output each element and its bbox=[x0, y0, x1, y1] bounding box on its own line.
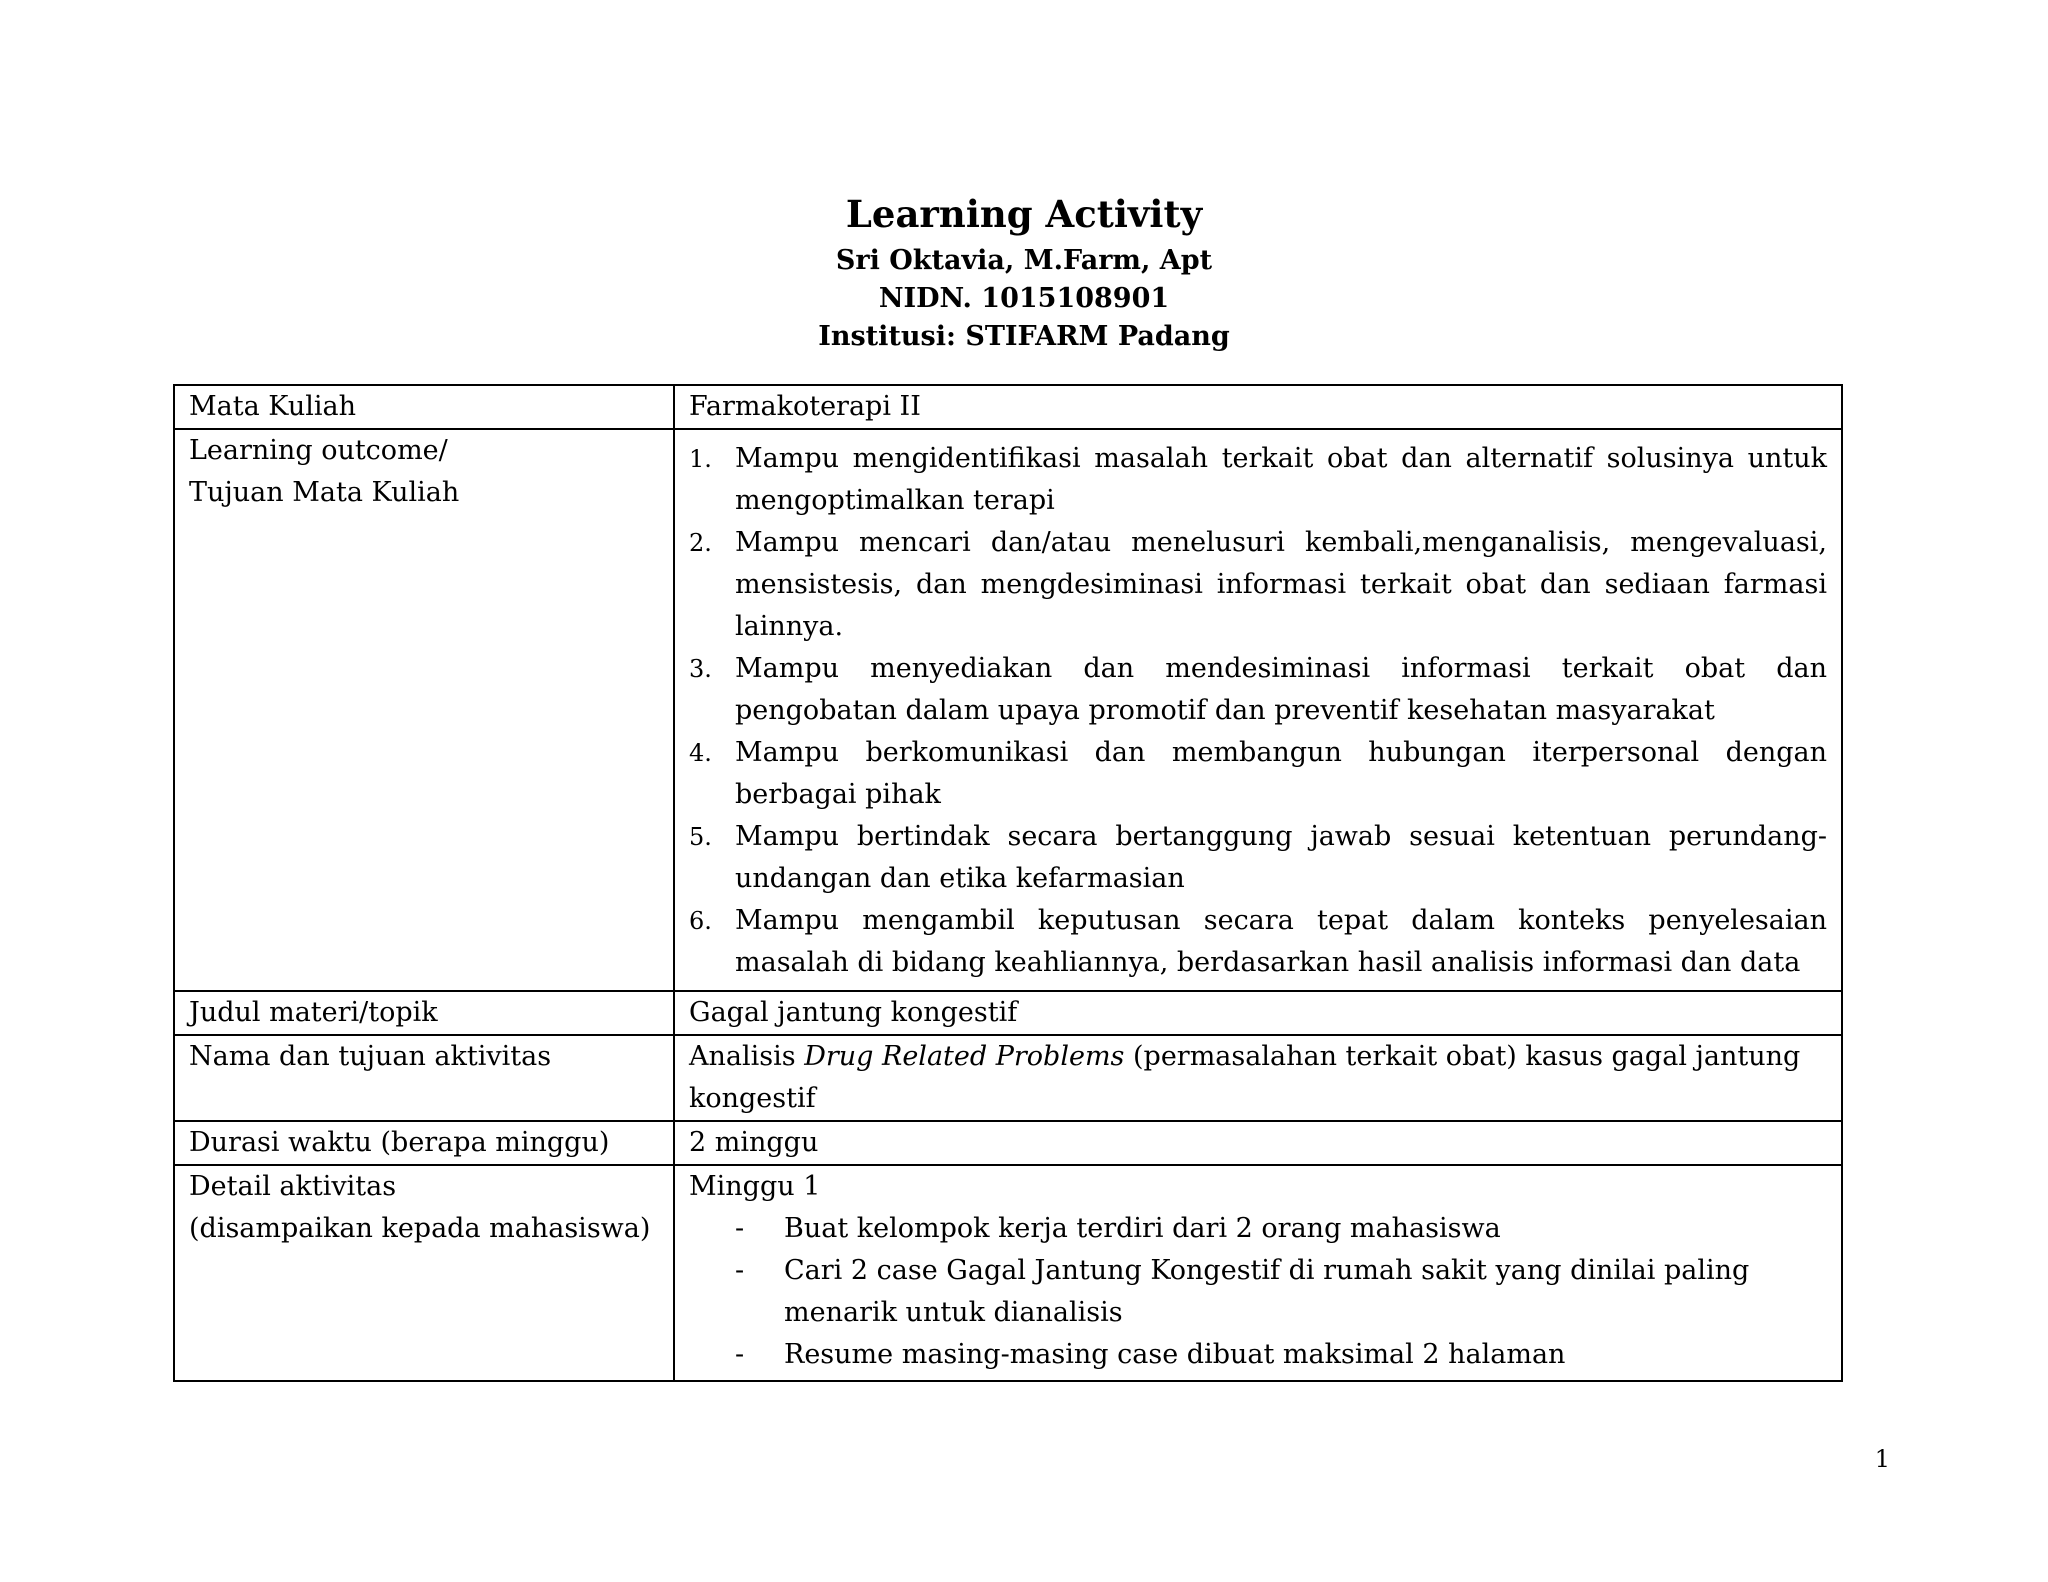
table-row-durasi bbox=[174, 1121, 1842, 1165]
row-label bbox=[174, 429, 674, 991]
row-value bbox=[674, 1035, 1842, 1121]
list-number: 4. bbox=[689, 739, 712, 767]
table-row-judul-materi bbox=[174, 991, 1842, 1035]
document-title: Learning Activity bbox=[845, 192, 1203, 236]
list-text: Mampu berkomunikasi dan membangun hubungan iterpersonal dengan berbagai pihak bbox=[735, 737, 1827, 810]
label-line: Detail aktivitas bbox=[189, 1171, 397, 1202]
author-nidn: NIDN. 1015108901 bbox=[878, 283, 1170, 314]
list-text: Mampu menyediakan dan mendesiminasi informasi terkait obat dan pengobatan dalam upaya promotif dan preventif kesehatan masyarakat bbox=[735, 653, 1827, 726]
dash-bullet: - bbox=[735, 1213, 745, 1244]
row-value bbox=[674, 429, 1842, 991]
dash-bullet: - bbox=[735, 1339, 745, 1370]
list-number: 1. bbox=[689, 445, 712, 473]
list-item bbox=[689, 648, 1827, 732]
list-number: 3. bbox=[689, 655, 712, 683]
list-text: Mampu mengidentifikasi masalah terkait obat dan alternatif solusinya untuk mengoptimalkan terapi bbox=[735, 443, 1827, 516]
week-title: Minggu 1 bbox=[689, 1171, 821, 1202]
list-item bbox=[689, 900, 1827, 984]
list-item bbox=[689, 1334, 1827, 1376]
value-text: Analisis bbox=[689, 1041, 805, 1072]
list-text: Mampu bertindak secara bertanggung jawab sesuai ketentuan perundang-undangan dan etika kefarmasian bbox=[735, 821, 1827, 894]
list-number: 2. bbox=[689, 529, 712, 557]
table-row-learning-outcome bbox=[174, 429, 1842, 991]
label-line: (disampaikan kepada mahasiswa) bbox=[189, 1213, 651, 1244]
row-value: Farmakoterapi II bbox=[674, 385, 1842, 429]
label-line: Tujuan Mata Kuliah bbox=[189, 477, 460, 508]
row-label: Durasi waktu (berapa minggu) bbox=[174, 1121, 674, 1165]
row-value bbox=[674, 1165, 1842, 1381]
list-text: Buat kelompok kerja terdiri dari 2 orang mahasiswa bbox=[784, 1213, 1501, 1244]
table-row-mata-kuliah bbox=[174, 385, 1842, 429]
row-label: Nama dan tujuan aktivitas bbox=[174, 1035, 674, 1121]
institution-name: Institusi: STIFARM Padang bbox=[818, 321, 1230, 352]
list-item bbox=[689, 816, 1827, 900]
activity-list bbox=[689, 1208, 1827, 1376]
table-row-nama-tujuan bbox=[174, 1035, 1842, 1121]
list-item bbox=[689, 438, 1827, 522]
row-label: Judul materi/topik bbox=[174, 991, 674, 1035]
page-number: 1 bbox=[1874, 1445, 1890, 1473]
dash-bullet: - bbox=[735, 1255, 745, 1286]
row-value: 2 minggu bbox=[674, 1121, 1842, 1165]
row-label bbox=[174, 1165, 674, 1381]
label-line: Learning outcome/ bbox=[189, 435, 448, 466]
list-text: Cari 2 case Gagal Jantung Kongestif di rumah sakit yang dinilai paling menarik untuk dianalisis bbox=[784, 1255, 1750, 1328]
list-item bbox=[689, 1250, 1827, 1334]
table-row-detail bbox=[174, 1165, 1842, 1381]
row-value: Gagal jantung kongestif bbox=[674, 991, 1842, 1035]
list-text: Mampu mengambil keputusan secara tepat dalam konteks penyelesaian masalah di bidang keahliannya, berdasarkan hasil analisis informasi dan data bbox=[735, 905, 1827, 978]
author-name: Sri Oktavia, M.Farm, Apt bbox=[835, 245, 1213, 276]
value-italic-text: Drug Related Problems bbox=[804, 1041, 1125, 1072]
outcome-list bbox=[689, 438, 1827, 984]
list-item bbox=[689, 732, 1827, 816]
list-text: Resume masing-masing case dibuat maksimal 2 halaman bbox=[784, 1339, 1566, 1370]
list-number: 5. bbox=[689, 823, 712, 851]
list-item bbox=[689, 1208, 1827, 1250]
learning-activity-table bbox=[173, 384, 1843, 1382]
value-text: (permasalahan terkait obat) kasus gagal jantung kongestif bbox=[689, 1041, 1801, 1114]
document-header bbox=[0, 186, 2048, 356]
list-text: Mampu mencari dan/atau menelusuri kembali,menganalisis, mengevaluasi, mensistesis, dan mengdesiminasi informasi terkait obat dan sediaan farmasi lainnya. bbox=[735, 527, 1827, 642]
row-label: Mata Kuliah bbox=[174, 385, 674, 429]
list-number: 6. bbox=[689, 907, 712, 935]
list-item bbox=[689, 522, 1827, 648]
